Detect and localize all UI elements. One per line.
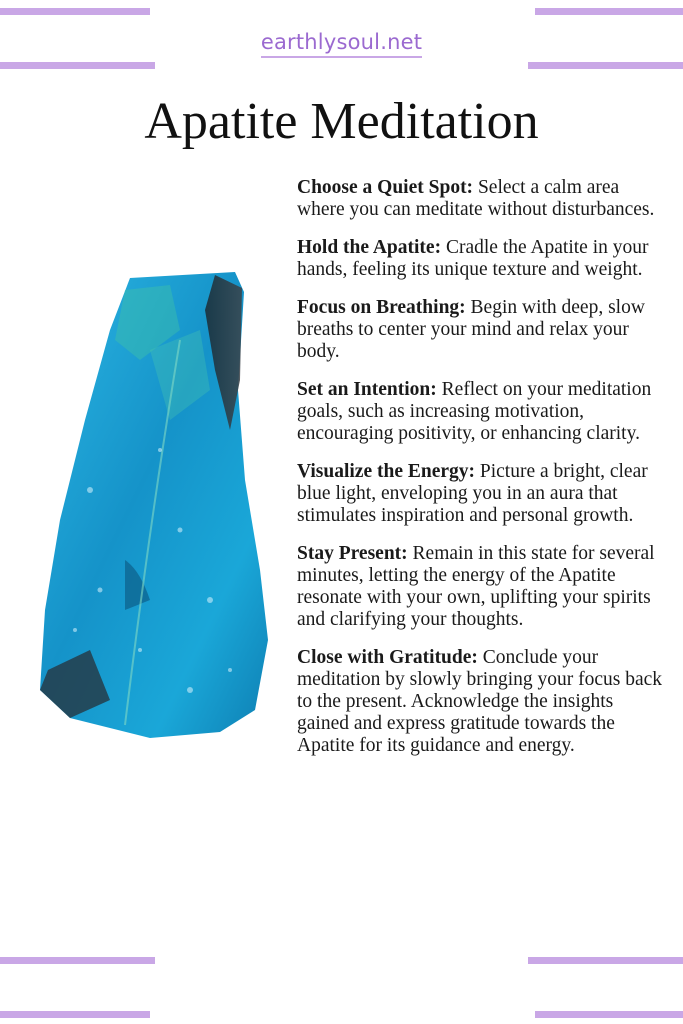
step-text: Begin with deep, slow breaths to center your mind and relax your body.	[297, 297, 645, 362]
top-left-bar	[0, 8, 150, 15]
bottom-left-bar-lower	[0, 1011, 150, 1018]
step-item	[297, 297, 669, 363]
page-title: Apatite Meditation	[144, 93, 539, 150]
step-item	[297, 177, 669, 221]
step-item	[297, 379, 669, 445]
meditation-steps	[297, 177, 669, 773]
step-heading: Visualize the Energy:	[297, 461, 476, 482]
step-heading: Choose a Quiet Spot:	[297, 177, 474, 198]
step-text: Picture a bright, clear blue light, enveloping you in an aura that stimulates inspiration and personal growth.	[297, 461, 648, 526]
top-left-bar-lower	[0, 62, 155, 69]
step-item	[297, 543, 669, 631]
step-text: Remain in this state for several minutes, letting the energy of the Apatite resonate with your own, uplifting your spirits and clarifying your thoughts.	[297, 543, 655, 630]
step-item	[297, 461, 669, 527]
step-text: Reflect on your meditation goals, such as increasing motivation, encouraging positivity, or enhancing clarity.	[297, 379, 652, 444]
top-right-bar	[535, 8, 683, 15]
step-heading: Close with Gratitude:	[297, 647, 478, 668]
step-heading: Stay Present:	[297, 543, 408, 564]
top-right-bar-lower	[528, 62, 683, 69]
step-item	[297, 237, 669, 281]
step-heading: Set an Intention:	[297, 379, 437, 400]
apatite-stone-image	[30, 270, 280, 740]
step-text: Cradle the Apatite in your hands, feeling its unique texture and weight.	[297, 237, 649, 280]
step-heading: Focus on Breathing:	[297, 297, 466, 318]
step-heading: Hold the Apatite:	[297, 237, 442, 258]
site-logo[interactable]	[0, 30, 683, 54]
step-text: Select a calm area where you can meditate without disturbances.	[297, 177, 655, 220]
bottom-right-bar-lower	[535, 1011, 683, 1018]
site-logo-text[interactable]: earthlysoul.net	[261, 30, 422, 58]
step-item	[297, 647, 669, 757]
bottom-right-bar	[528, 957, 683, 964]
step-text: Conclude your meditation by slowly bringing your focus back to the present. Acknowledge the insights gained and express gratitude towards the Apatite for its guidance and energy.	[297, 647, 663, 756]
bottom-left-bar	[0, 957, 155, 964]
